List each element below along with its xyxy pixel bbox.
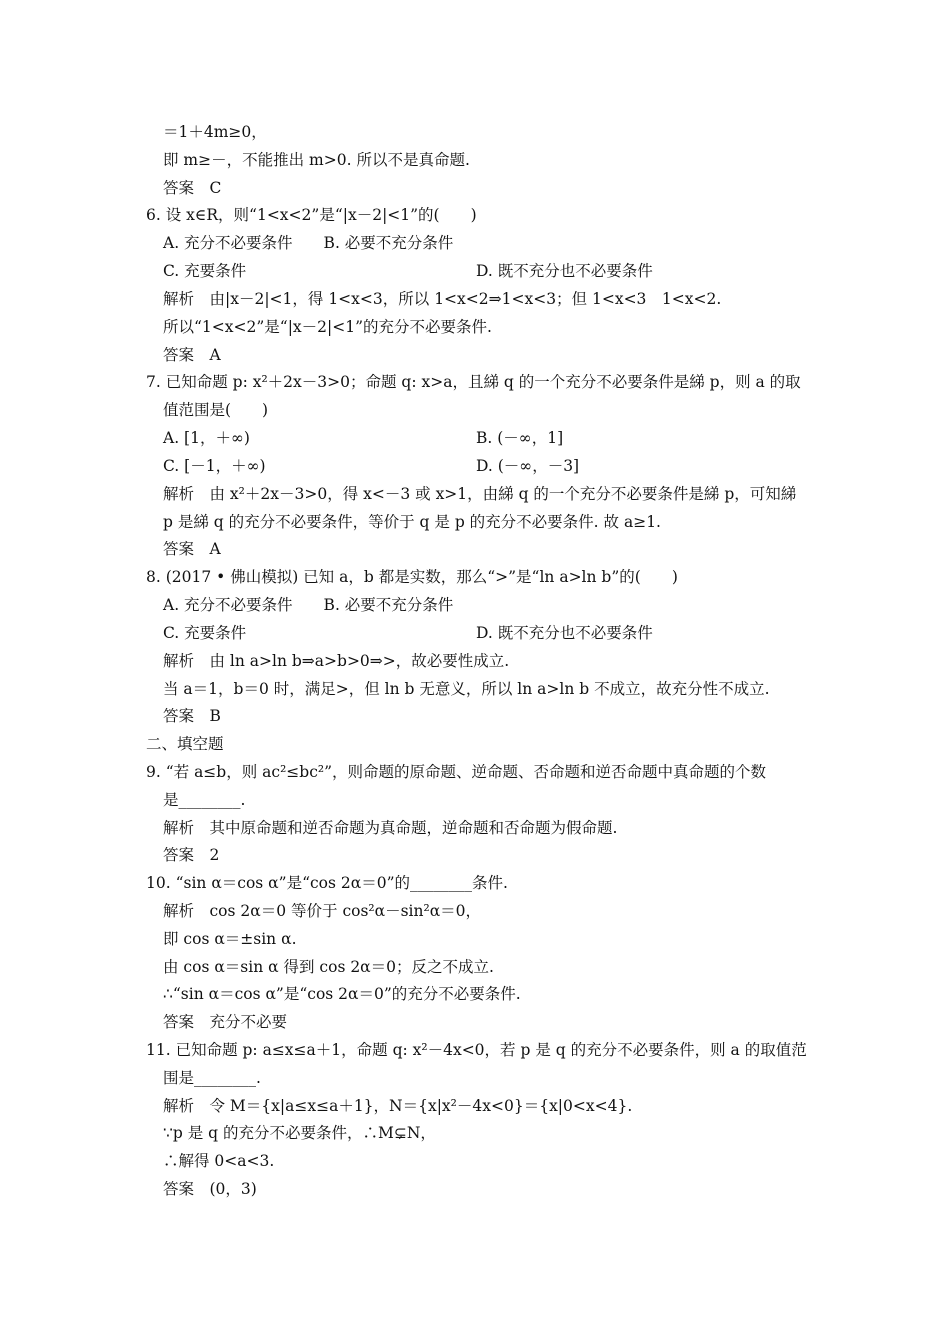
question-7-cont: 值范围是( ) <box>163 401 269 419</box>
analysis-line: 解析 cos 2α＝0 等价于 cos²α－sin²α＝0， <box>163 902 482 920</box>
option-d: D. 既不充分也不必要条件 <box>476 262 653 280</box>
analysis-line: 解析 由 x²＋2x－3>0，得 x<－3 或 x>1，由綈 q 的一个充分不必要条件是綈 p，可知綈 <box>163 485 797 503</box>
answer-line: 答案 A <box>163 540 221 558</box>
option-d: D. 既不充分也不必要条件 <box>476 624 653 642</box>
analysis-line: ∴“sin α＝cos α”是“cos 2α＝0”的充分不必要条件. <box>163 985 521 1003</box>
analysis-line: 解析 令 M＝{x|a≤x≤a＋1}，N＝{x|x²－4x<0}＝{x|0<x<4}. <box>163 1097 633 1115</box>
analysis-line: ∴解得 0<a<3. <box>163 1152 275 1170</box>
text-line: ＝1＋4m≥0， <box>163 123 267 141</box>
analysis-line: 解析 由 ln a>ln b⇒a>b>0⇒>，故必要性成立. <box>163 652 510 670</box>
analysis-line: p 是綈 q 的充分不必要条件，等价于 q 是 p 的充分不必要条件. 故 a≥1. <box>163 513 661 531</box>
option-b: B. (－∞，1] <box>476 429 564 447</box>
analysis-line: ∵p 是 q 的充分不必要条件，∴M⊊N， <box>163 1124 436 1142</box>
analysis-line: 由 cos α＝sin α 得到 cos 2α＝0；反之不成立. <box>163 958 494 976</box>
option-d: D. (－∞，－3] <box>476 457 580 475</box>
question-6: 6. 设 x∈R，则“1<x<2”是“|x－2|<1”的( ) <box>146 206 477 224</box>
option-line: A. 充分不必要条件 B. 必要不充分条件 <box>163 234 454 252</box>
answer-line: 答案 充分不必要 <box>163 1013 288 1031</box>
question-8: 8. (2017 • 佛山模拟) 已知 a，b 都是实数，那么“>”是“ln a>ln b”的( ) <box>146 568 678 586</box>
question-10: 10. “sin α＝cos α”是“cos 2α＝0”的________条件. <box>146 874 508 892</box>
analysis-line: 解析 由|x－2|<1，得 1<x<3，所以 1<x<2⇒1<x<3；但 1<x<3 1<x<2. <box>163 290 722 308</box>
analysis-line: 当 a＝1，b＝0 时，满足>，但 ln b 无意义，所以 ln a>ln b 不成立，故充分性不成立. <box>163 680 770 698</box>
option-c: C. [－1，＋∞) <box>163 457 266 475</box>
answer-line: 答案 (0，3) <box>163 1180 257 1198</box>
analysis-line: 解析 其中原命题和逆否命题为真命题，逆命题和否命题为假命题. <box>163 819 618 837</box>
text-line: 即 m≥－，不能推出 m>0. 所以不是真命题. <box>163 151 470 169</box>
answer-line: 答案 B <box>163 707 221 725</box>
section-heading: 二、填空题 <box>146 735 224 753</box>
option-c: C. 充要条件 <box>163 262 247 280</box>
analysis-line: 所以“1<x<2”是“|x－2|<1”的充分不必要条件. <box>163 318 492 336</box>
question-9-cont: 是________. <box>163 791 246 809</box>
question-11: 11. 已知命题 p: a≤x≤a＋1，命题 q: x²－4x<0，若 p 是 q 的充分不必要条件，则 a 的取值范 <box>146 1041 807 1059</box>
answer-line: 答案 A <box>163 346 221 364</box>
question-7: 7. 已知命题 p: x²＋2x－3>0；命题 q: x>a，且綈 q 的一个充分不必要条件是綈 p，则 a 的取 <box>146 373 801 391</box>
question-9: 9. “若 a≤b，则 ac²≤bc²”，则命题的原命题、逆命题、否命题和逆否命题中真命题的个数 <box>146 763 767 781</box>
option-a: A. [1，＋∞) <box>163 429 250 447</box>
answer-line: 答案 2 <box>163 846 220 864</box>
question-11-cont: 围是________. <box>163 1069 261 1087</box>
answer-line: 答案 C <box>163 179 222 197</box>
option-line: A. 充分不必要条件 B. 必要不充分条件 <box>163 596 454 614</box>
option-c: C. 充要条件 <box>163 624 247 642</box>
analysis-line: 即 cos α＝±sin α. <box>163 930 297 948</box>
